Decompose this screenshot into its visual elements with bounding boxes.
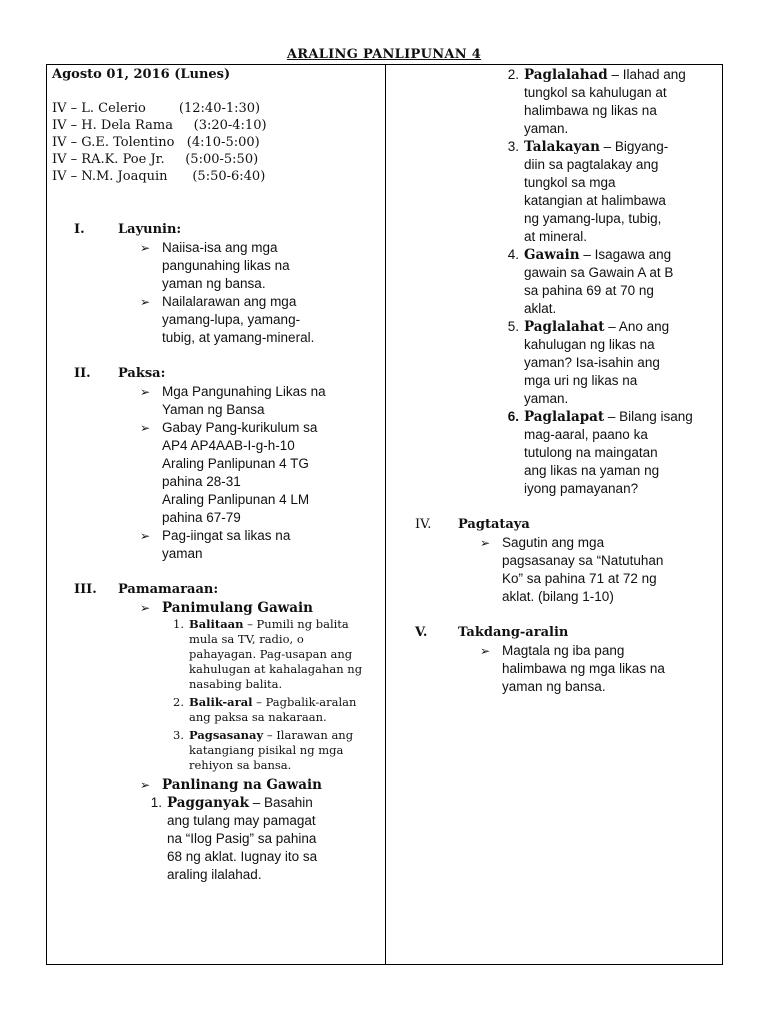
section-title: Takdang-aralin: [458, 625, 569, 640]
schedule-line: IV – RA.K. Poe Jr. (5:00-5:50): [52, 152, 259, 167]
section-heading: [52, 365, 380, 383]
numbered-item: 4. Gawain – Isagawa ang gawain sa Gawain A at B sa pahina 69 at 70 ng aklat.: [507, 247, 674, 316]
section-heading: [405, 516, 721, 534]
numbered-item: 2. Paglalahad – Ilahad ang tungkol sa kahulugan at halimbawa ng likas na yaman.: [507, 67, 686, 136]
section-heading: [405, 624, 721, 642]
schedule-line: IV – G.E. Tolentino (4:10-5:00): [52, 135, 260, 150]
arrow-bullet-icon: ➢: [480, 644, 491, 658]
numbered-item: 6. Paglalapat – Bilang isang mag-aaral, paano ka tutulong na maingatan ang likas na yaman ng iyong pamayanan?: [507, 409, 693, 496]
section-title: Paksa:: [118, 366, 166, 381]
lesson-date: Agosto 01, 2016 (Lunes): [52, 67, 231, 82]
numbered-item: 1. Balitaan – Pumili ng balita mula sa TV, radio, o pahayagan. Pag-usapan ang kahulugan at kahalagahan ng nasabing balita.: [173, 617, 363, 691]
subheading-item: ➢ Panimulang Gawain: [140, 600, 313, 616]
column-divider: [385, 64, 386, 965]
left-column: [52, 66, 380, 884]
schedule-line: IV – L. Celerio (12:40-1:30): [52, 101, 261, 116]
arrow-bullet-icon: ➢: [140, 421, 151, 435]
bullet-item: ➢ Naiisa-isa ang mga pangunahing likas na yaman ng bansa.: [140, 240, 290, 291]
arrow-bullet-icon: ➢: [480, 536, 491, 550]
section-number: III.: [74, 582, 97, 597]
section-number: II.: [74, 366, 91, 381]
section-heading: [52, 221, 380, 239]
section-number: I.: [74, 222, 85, 237]
bullet-item: ➢ Mga Pangunahing Likas na Yaman ng Bansa: [140, 384, 326, 417]
subheading-item: ➢ Panlinang na Gawain: [140, 777, 322, 793]
section-title: Layunin:: [118, 222, 182, 237]
arrow-bullet-icon: ➢: [140, 241, 151, 255]
schedule-line: IV – N.M. Joaquin (5:50-6:40): [52, 169, 266, 184]
numbered-item: 1. Pagganyak – Basahin ang tulang may pamagat na “Ilog Pasig” sa pahina 68 ng aklat. Iugnay ito sa araling ilalahad.: [150, 795, 318, 882]
section-number: IV.: [415, 517, 432, 532]
section-title: Pagtataya: [458, 517, 530, 532]
schedule-line: IV – H. Dela Rama (3:20-4:10): [52, 118, 267, 133]
arrow-bullet-icon: ➢: [140, 295, 151, 309]
bullet-item: ➢ Nailalarawan ang mga yamang-lupa, yamang- tubig, at yamang-mineral.: [140, 294, 315, 345]
bullet-item: ➢ Sagutin ang mga pagsasanay sa “Natutuhan Ko” sa pahina 71 at 72 ng aklat. (bilang 1-10): [480, 535, 664, 604]
bullet-item: ➢ Pag-iingat sa likas na yaman: [140, 528, 291, 561]
bullet-item: ➢ Magtala ng iba pang halimbawa ng mga likas na yaman ng bansa.: [480, 643, 665, 694]
numbered-item: 3. Talakayan – Bigyang- diin sa pagtalakay ang tungkol sa mga katangian at halimbawa ng yamang-lupa, tubig, at mineral.: [507, 139, 669, 244]
section-title: Pamamaraan:: [118, 582, 219, 597]
arrow-bullet-icon: ➢: [140, 778, 151, 792]
numbered-item: 3. Pagsasanay – Ilarawan ang katangiang pisikal ng mga rehiyon sa bansa.: [173, 728, 354, 772]
numbered-item: 2. Balik-aral – Pagbalik-aralan ang paksa sa nakaraan.: [173, 695, 357, 724]
document-title: ARALING PANLIPUNAN 4: [286, 47, 482, 62]
right-column: [405, 66, 721, 696]
arrow-bullet-icon: ➢: [140, 601, 151, 615]
arrow-bullet-icon: ➢: [140, 385, 151, 399]
numbered-item: 5. Paglalahat – Ano ang kahulugan ng likas na yaman? Isa-isahin ang mga uri ng likas na yaman.: [507, 319, 670, 406]
bullet-item: ➢ Gabay Pang-kurikulum sa AP4 AP4AAB-I-g-h-10 Araling Panlipunan 4 TG pahina 28-31 Araling Panlipunan 4 LM pahina 67-79: [140, 420, 318, 525]
arrow-bullet-icon: ➢: [140, 529, 151, 543]
section-heading: [52, 581, 380, 599]
section-number: V.: [415, 625, 428, 640]
